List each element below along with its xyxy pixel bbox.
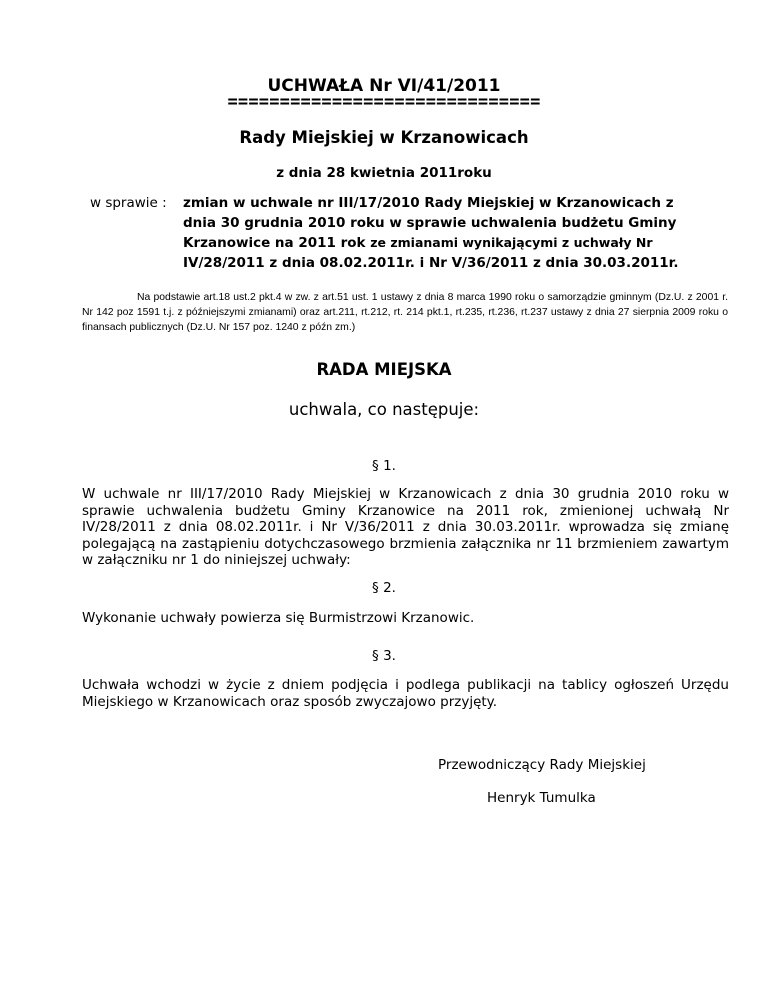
subject-text <box>183 193 703 273</box>
legal-basis: Na podstawie art.18 ust.2 pkt.4 w zw. z art.51 ust. 1 ustawy z dnia 8 marca 1990 roku o samorządzie gminnym (Dz.U. z 2001 r. Nr 142 poz 1591 t.j. z późniejszymi zmianami) oraz art.211, rt.212, rt. 214 pkt.1, rt.235, rt.236, rt.237 ustawy z dnia 27 sierpnia 2009 roku o finansach publicznych (Dz.U. Nr 157 poz. 1240 z późn zm.) <box>82 292 728 333</box>
section-text-2: Wykonanie uchwały powierza się Burmistrzowi Krzanowic. <box>82 610 475 626</box>
resolution-title: UCHWAŁA Nr VI/41/2011 <box>267 76 501 96</box>
resolution-date: z dnia 28 kwietnia 2011roku <box>276 165 492 181</box>
section-mark-1: § 1. <box>372 458 396 474</box>
signature-name: Henryk Tumulka <box>487 790 596 806</box>
body-heading: RADA MIEJSKA <box>316 360 452 379</box>
subject-label: w sprawie : <box>90 195 167 211</box>
section-text-3: Uchwała wchodzi w życie z dniem podjęcia i podlega publikacji na tablicy ogłoszeń Urzędu Miejskiego w Krzanowicach oraz sposób zwyczajowo przyjęty. <box>82 677 729 710</box>
title-underline: ============================== <box>227 92 541 112</box>
subject-tail: IV/28/2011 z dnia 08.02.2011r. i Nr V/36/2011 z dnia 30.03.2011r. <box>183 255 679 271</box>
subject-main: zmian w uchwale nr III/17/2010 Rady Miejskiej w Krzanowicach z dnia 30 grudnia 2010 roku w sprawie uchwalenia budżetu Gminy Krzanowice na 2011 rok <box>183 195 677 251</box>
subject-small: ze zmianami wynikającymi z uchwały Nr <box>370 235 653 250</box>
section-mark-3: § 3. <box>372 648 396 664</box>
signature-role: Przewodniczący Rady Miejskiej <box>438 757 646 773</box>
section-mark-2: § 2. <box>372 580 396 596</box>
resolves-line: uchwala, co następuje: <box>288 400 480 419</box>
council-name: Rady Miejskiej w Krzanowicach <box>239 128 529 147</box>
section-text-1: W uchwale nr III/17/2010 Rady Miejskiej w Krzanowicach z dnia 30 grudnia 2010 roku w sprawie uchwalenia budżetu Gminy Krzanowice na 2011 rok, zmienionej uchwałą Nr IV/28/2011 z dnia 08.02.2011r. i Nr V/36/2011 z dnia 30.03.2011r. wprowadza się zmianę polegającą na zastąpieniu dotychczasowego brzmienia załącznika nr 11 brzmieniem zawartym w załączniku nr 1 do niniejszej uchwały: <box>82 486 729 568</box>
